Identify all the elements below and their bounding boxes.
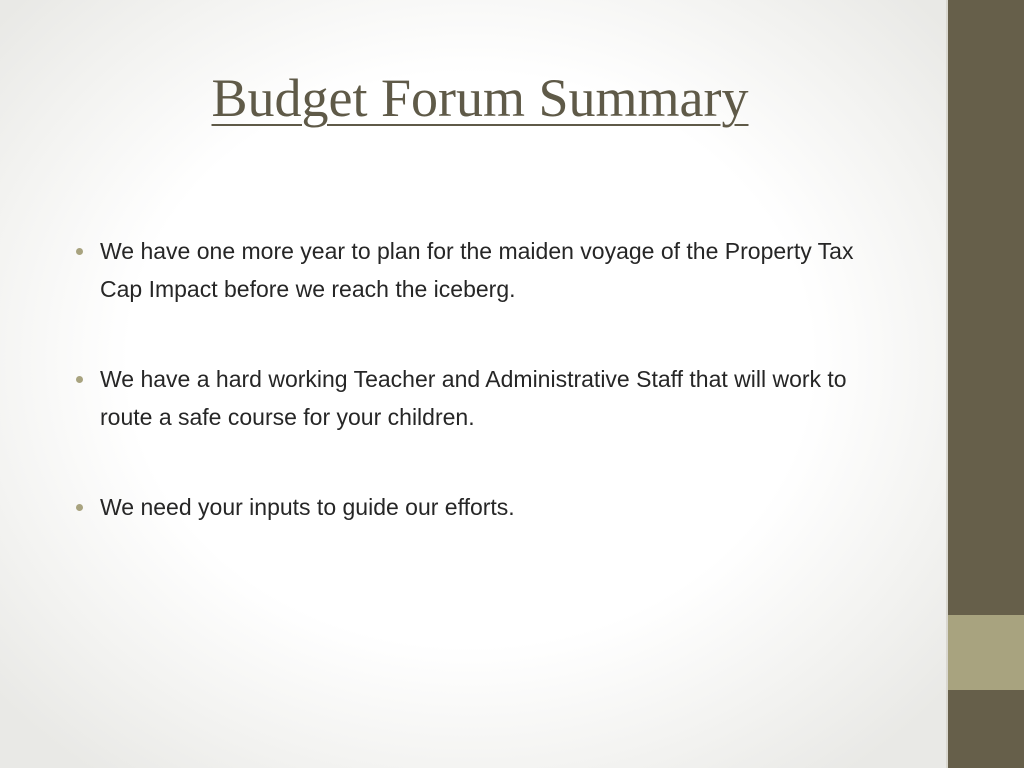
slide-title xyxy=(60,62,900,134)
bullet-item xyxy=(76,360,896,436)
bullet-dot-icon xyxy=(76,376,83,383)
bullet-dot-icon xyxy=(76,504,83,511)
bullet-text: We need your inputs to guide our efforts. xyxy=(100,494,515,520)
bullet-dot-icon xyxy=(76,248,83,255)
bullet-text: We have a hard working Teacher and Administrative Staff that will work to route a safe course for your children. xyxy=(100,366,847,430)
bullet-text: We have one more year to plan for the maiden voyage of the Property Tax Cap Impact before we reach the iceberg. xyxy=(100,238,854,302)
bullet-item xyxy=(76,232,896,308)
bullet-item xyxy=(76,488,896,526)
sidebar-accent-block xyxy=(948,615,1024,690)
bullet-list xyxy=(76,232,896,578)
slide-title-text: Budget Forum Summary xyxy=(211,68,749,128)
